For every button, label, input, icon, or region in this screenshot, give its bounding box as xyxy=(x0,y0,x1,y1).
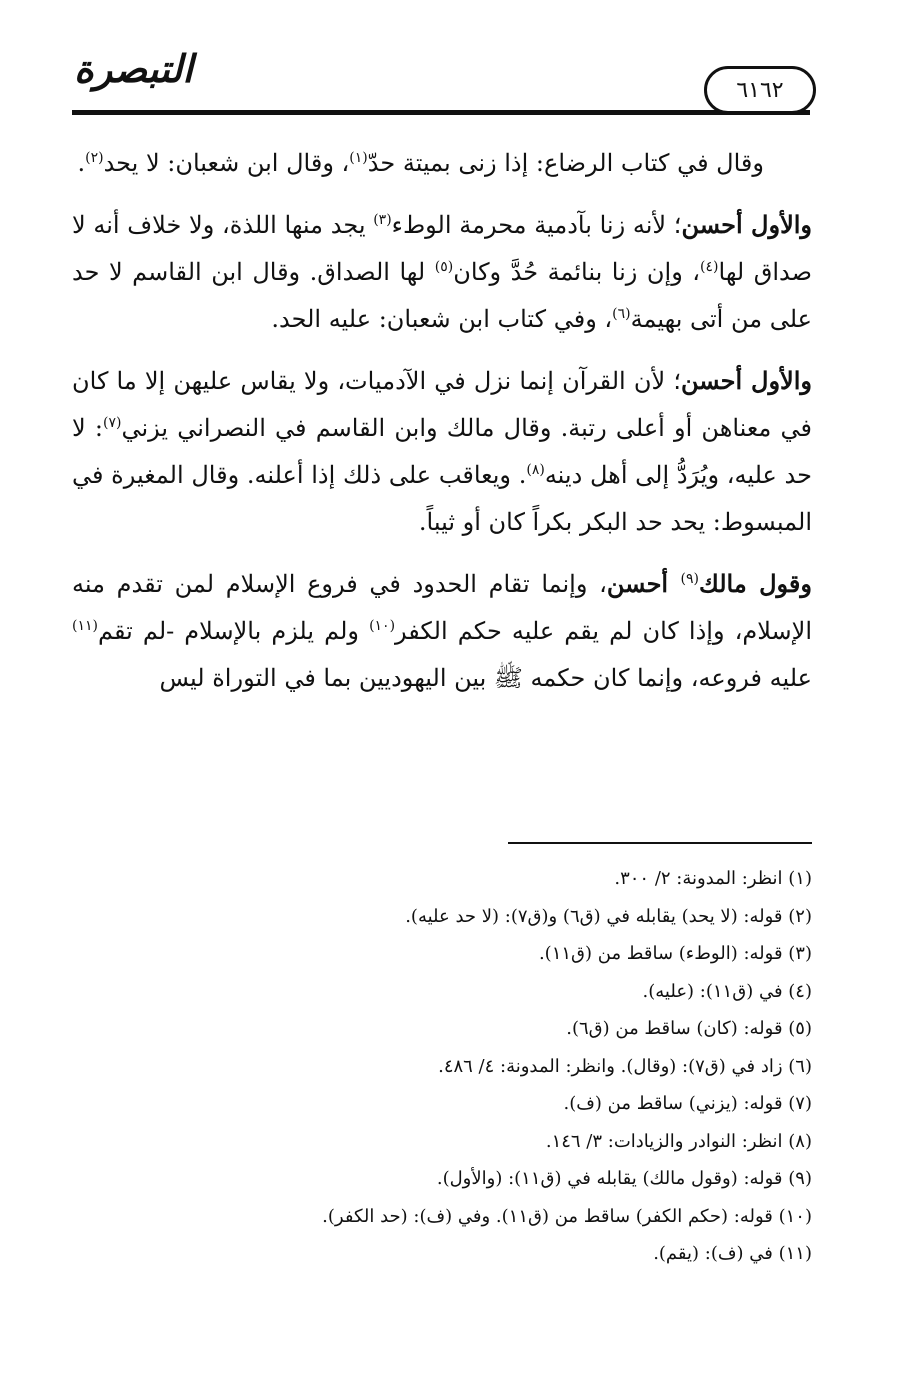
footnote: (٧) قوله: (يزني) ساقط من (ف). xyxy=(563,1093,812,1114)
footnote-ref: (١١) xyxy=(72,618,98,634)
footnote: (١) انظر: المدونة: ٢/ ٣٠٠. xyxy=(614,868,812,889)
bold-lead: والأول أحسن xyxy=(680,366,812,395)
footnote-ref: (٤) xyxy=(700,259,719,275)
main-text xyxy=(72,140,812,716)
footnote-ref: (٦) xyxy=(612,306,631,322)
bold-lead: وقول مالك xyxy=(698,569,812,598)
book-title: التبصرة xyxy=(74,46,193,91)
footnote-divider xyxy=(508,842,812,844)
footnote-ref: (١٠) xyxy=(369,618,396,634)
footnote-ref: (٩) xyxy=(680,571,699,587)
footnote-ref: (٨) xyxy=(526,462,545,478)
footnote: (١١) في (ف): (يقم). xyxy=(653,1243,812,1264)
text-run: ، وفي كتاب ابن شعبان: عليه الحد. xyxy=(271,305,613,333)
footnote: (٢) قوله: (لا يحد) يقابله في (ق٦) و(ق٧): (لا حد عليه). xyxy=(405,905,812,927)
footnote: (١٠) قوله: (حكم الكفر) ساقط من (ق١١). وفي (ف): (حد الكفر). xyxy=(322,1205,812,1227)
page-number: ٦١٦٢ xyxy=(704,66,816,114)
text-run: ؛ لأن القرآن إنما نزل في الآدميات، ولا يقاس عليهن إلا ما كان في معناهن أو أعلى رتبة. وقال مالك وابن القاسم في النصراني يزني xyxy=(72,367,813,442)
text-run: . xyxy=(77,149,86,177)
footnote-ref: (٧) xyxy=(102,415,122,431)
paragraph-2 xyxy=(72,201,812,343)
footnote-ref: (٥) xyxy=(434,259,454,275)
text-run: يجد منها اللذة، ولا خلاف أنه لا صداق لها xyxy=(72,211,812,286)
footnote: (٦) زاد في (ق٧): (وقال). وانظر: المدونة: ٤/ ٤٨٦. xyxy=(438,1055,812,1077)
text-run: : لا حد عليه، ويُرَدُّ إلى أهل دينه xyxy=(72,414,812,489)
footnote-ref: (٢) xyxy=(85,150,104,166)
text-run: ، وإن زنا بنائمة حُدَّ وكان xyxy=(453,258,701,286)
footnote: (٣) قوله: (الوطء) ساقط من (ق١١). xyxy=(538,943,812,964)
text-run: عليه فروعه، وإنما كان حكمه ﷺ بين اليهوديين بما في التوراة ليس xyxy=(159,664,812,692)
page-header xyxy=(0,0,920,130)
paragraph-4 xyxy=(72,560,812,702)
text-run: ، وإنما تقام الحدود في فروع الإسلام لمن تقدم منه الإسلام، وإذا كان لم يقم عليه حكم الكفر xyxy=(72,570,812,645)
footnote: (٤) في (ق١١): (عليه). xyxy=(642,980,812,1002)
footnote: (٥) قوله: (كان) ساقط من (ق٦). xyxy=(566,1018,812,1039)
footnote-ref: (٣) xyxy=(373,212,392,228)
header-divider xyxy=(72,110,810,115)
footnotes xyxy=(72,860,812,1273)
text-run: ، وقال ابن شعبان: لا يحد xyxy=(103,149,350,177)
bold-lead: أحسن xyxy=(606,569,681,598)
footnote-ref: (١) xyxy=(349,150,368,166)
paragraph-3 xyxy=(72,357,812,546)
footnote: (٩) قوله: (وقول مالك) يقابله في (ق١١): (والأول). xyxy=(436,1168,812,1189)
text-run: وقال في كتاب الرضاع: إذا زنى بميتة حدّ xyxy=(367,149,764,177)
paragraph-1 xyxy=(72,140,812,187)
text-run: لها الصداق. وقال ابن القاسم لا حد على من أتى بهيمة xyxy=(72,258,812,333)
bold-lead: والأول أحسن xyxy=(681,210,813,239)
text-run: . ويعاقب على ذلك إذا أعلنه. وقال المغيرة في المبسوط: يحد حد البكر بكراً كان أو ثيباً. xyxy=(72,461,812,536)
text-run: ولم يلزم بالإسلام -لم تقم xyxy=(97,617,370,645)
text-run: ؛ لأنه زنا بآدمية محرمة الوطء xyxy=(391,211,682,239)
footnote: (٨) انظر: النوادر والزيادات: ٣/ ١٤٦. xyxy=(545,1130,812,1152)
